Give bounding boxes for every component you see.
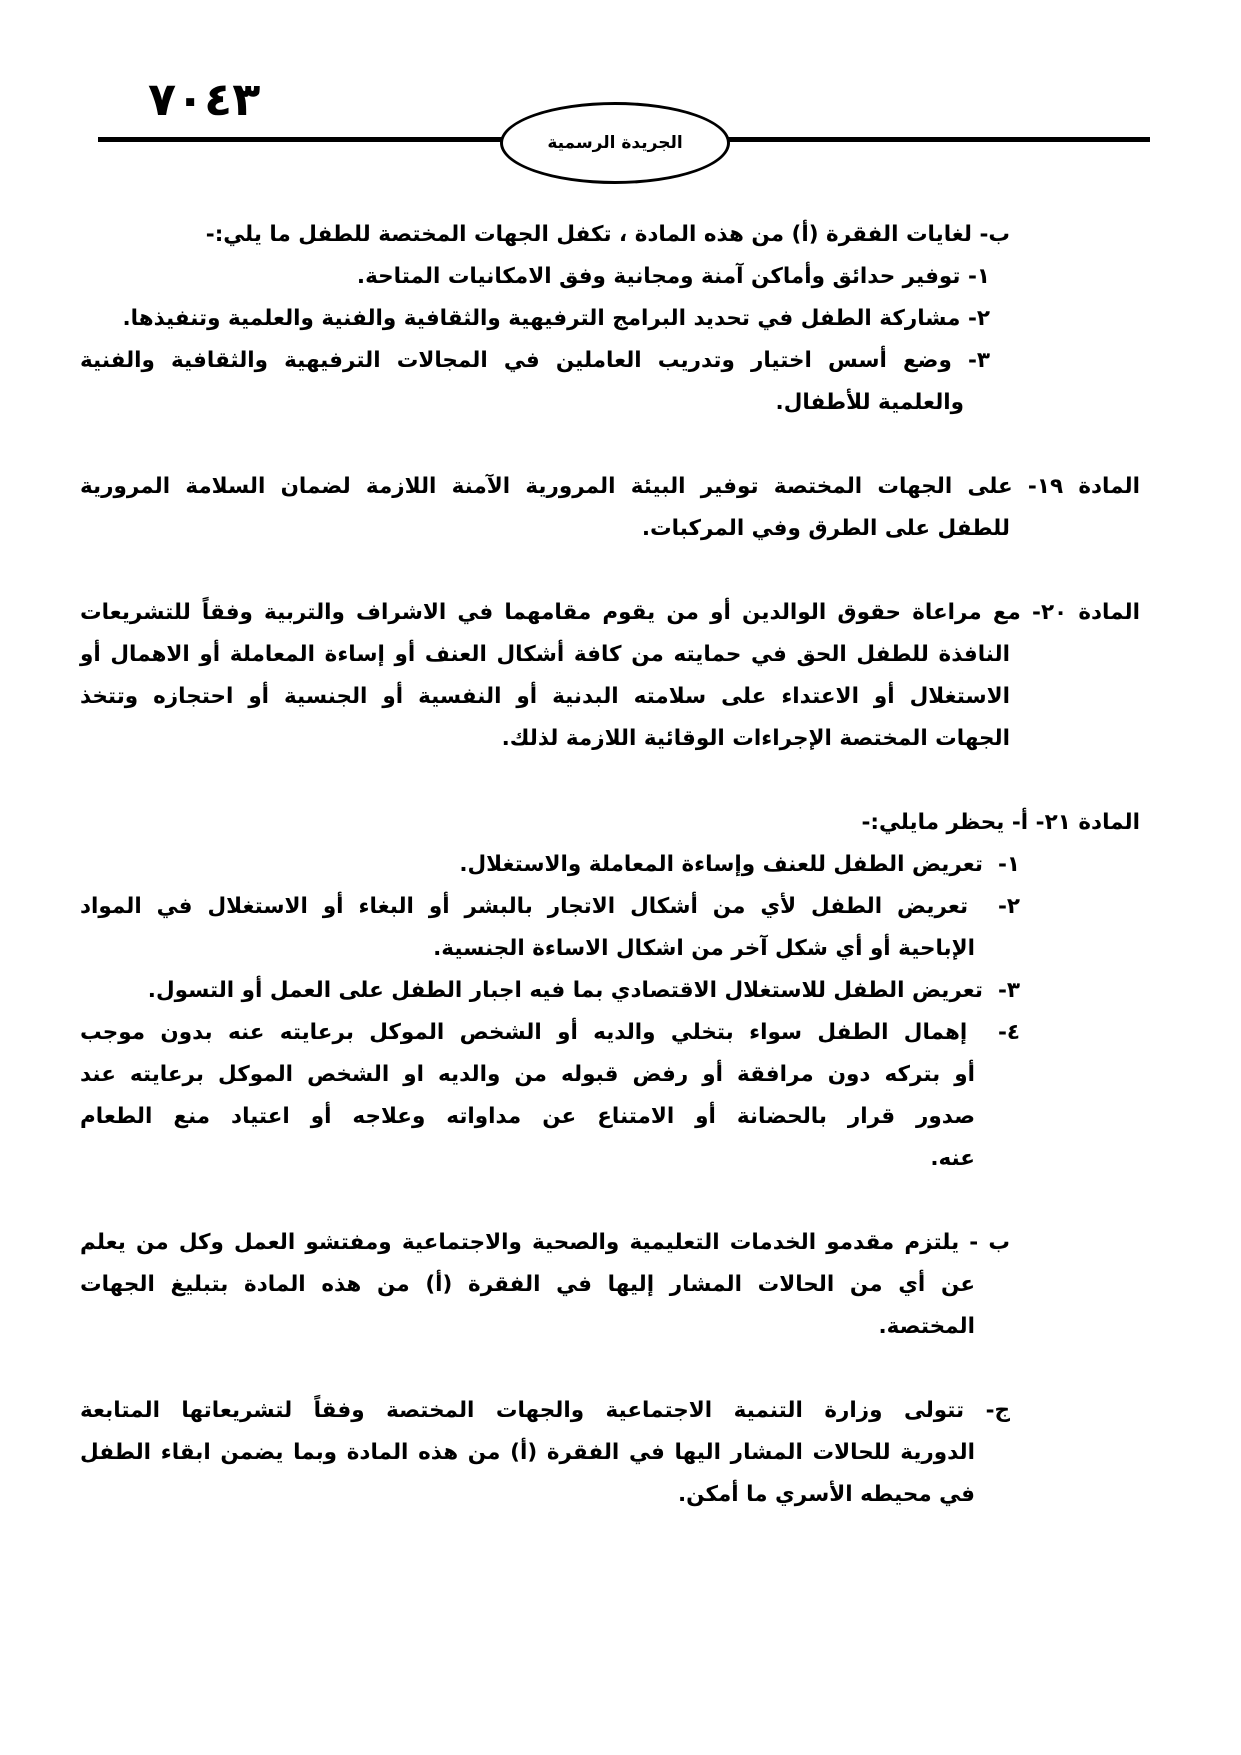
- page-number: ٧٠٤٣: [148, 72, 261, 126]
- spacer: [80, 1180, 1140, 1222]
- item-text: تعريض الطفل لأي من أشكال الاتجار بالبشر أو البغاء أو الاستغلال في المواد: [80, 894, 969, 919]
- article-21-intro: أ- يحظر مايلي:-: [861, 810, 1029, 835]
- article-21-item-4: [80, 1012, 1020, 1054]
- article-20-line-1: [80, 592, 1140, 634]
- gazette-title: الجريدة الرسمية: [547, 133, 683, 153]
- article-21-para-b-2: عن أي من الحالات المشار إليها في الفقرة (أ) من هذه المادة بتبليغ الجهات: [80, 1272, 975, 1297]
- article-19-label: المادة ١٩-: [1027, 474, 1140, 499]
- article-19-line-2: للطفل على الطرق وفي المركبات.: [641, 516, 1010, 541]
- item-number: ٣-: [997, 978, 1020, 1003]
- article-19-line-1: [80, 466, 1140, 508]
- section-b-item-3: ٣- وضع أسس اختيار وتدريب العاملين في المجالات الترفيهية والثقافية والفنية: [80, 348, 990, 373]
- gazette-title-oval: [500, 102, 730, 184]
- item-text: إهمال الطفل سواء بتخلي والديه أو الشخص الموكل برعايته عنه بدون موجب: [80, 1020, 968, 1045]
- article-21-heading: [80, 802, 1140, 844]
- spacer: [80, 550, 1140, 592]
- article-21-item-4-cont-2: صدور قرار بالحضانة أو الامتناع عن مداواته وعلاجه أو اعتياد منع الطعام: [80, 1104, 975, 1129]
- item-text: تعريض الطفل للاستغلال الاقتصادي بما فيه اجبار الطفل على العمل أو التسول.: [147, 978, 983, 1003]
- section-b-item-2: ٢- مشاركة الطفل في تحديد البرامج الترفيهية والثقافية والفنية والعلمية وتنفيذها.: [122, 306, 990, 331]
- item-number: ١-: [997, 852, 1020, 877]
- article-21-item-4-cont-3: عنه.: [930, 1146, 975, 1171]
- article-21-item-2-cont: الإباحية أو أي شكل آخر من اشكال الاساءة الجنسية.: [433, 936, 975, 961]
- article-21-para-b-3: المختصة.: [878, 1314, 975, 1339]
- article-21-item-1: [80, 844, 1020, 886]
- article-20-line-3: الاستغلال أو الاعتداء على سلامته البدنية أو النفسية أو الجنسية أو احتجازه وتتخذ: [80, 684, 1010, 709]
- article-21-para-c-2: الدورية للحالات المشار اليها في الفقرة (أ) من هذه المادة وبما يضمن ابقاء الطفل: [80, 1440, 975, 1465]
- article-19-text-1: على الجهات المختصة توفير البيئة المرورية الآمنة اللازمة لضمان السلامة المرورية: [80, 474, 1013, 499]
- article-21-label: المادة ٢١-: [1035, 810, 1140, 835]
- item-number: ٢-: [997, 894, 1020, 919]
- article-20-label: المادة ٢٠-: [1032, 600, 1140, 625]
- spacer: [80, 1348, 1140, 1390]
- article-20-line-2: النافذة للطفل الحق في حمايته من كافة أشكال العنف أو إساءة المعاملة أو الاهمال أو: [80, 642, 1010, 667]
- item-text: تعريض الطفل للعنف وإساءة المعاملة والاستغلال.: [459, 852, 983, 877]
- article-21-item-3: [80, 970, 1020, 1012]
- section-b-item-1: ١- توفير حدائق وأماكن آمنة ومجانية وفق الامكانيات المتاحة.: [356, 264, 990, 289]
- document-body: [80, 214, 1140, 1516]
- article-21-item-4-cont-1: أو بتركه دون مرافقة أو رفض قبوله من والديه او الشخص الموكل برعايته عند: [80, 1062, 975, 1087]
- section-b-item-3-cont: والعلمية للأطفال.: [775, 390, 964, 415]
- article-20-text-1: مع مراعاة حقوق الوالدين أو من يقوم مقامهما في الاشراف والتربية وفقاً للتشريعات: [80, 600, 1021, 625]
- spacer: [80, 424, 1140, 466]
- article-21-para-c-1: ج- تتولى وزارة التنمية الاجتماعية والجهات المختصة وفقاً لتشريعاتها المتابعة: [80, 1398, 1010, 1423]
- spacer: [80, 760, 1140, 802]
- item-number: ٤-: [997, 1020, 1020, 1045]
- article-20-line-4: الجهات المختصة الإجراءات الوقائية اللازمة لذلك.: [501, 726, 1010, 751]
- article-21-para-c-3: في محيطه الأسري ما أمكن.: [677, 1482, 975, 1507]
- section-b-intro: ب- لغايات الفقرة (أ) من هذه المادة ، تكفل الجهات المختصة للطفل ما يلي:-: [205, 222, 1010, 247]
- article-21-item-2: [80, 886, 1020, 928]
- article-21-para-b-1: ب - يلتزم مقدمو الخدمات التعليمية والصحية والاجتماعية ومفتشو العمل وكل من يعلم: [80, 1230, 1010, 1255]
